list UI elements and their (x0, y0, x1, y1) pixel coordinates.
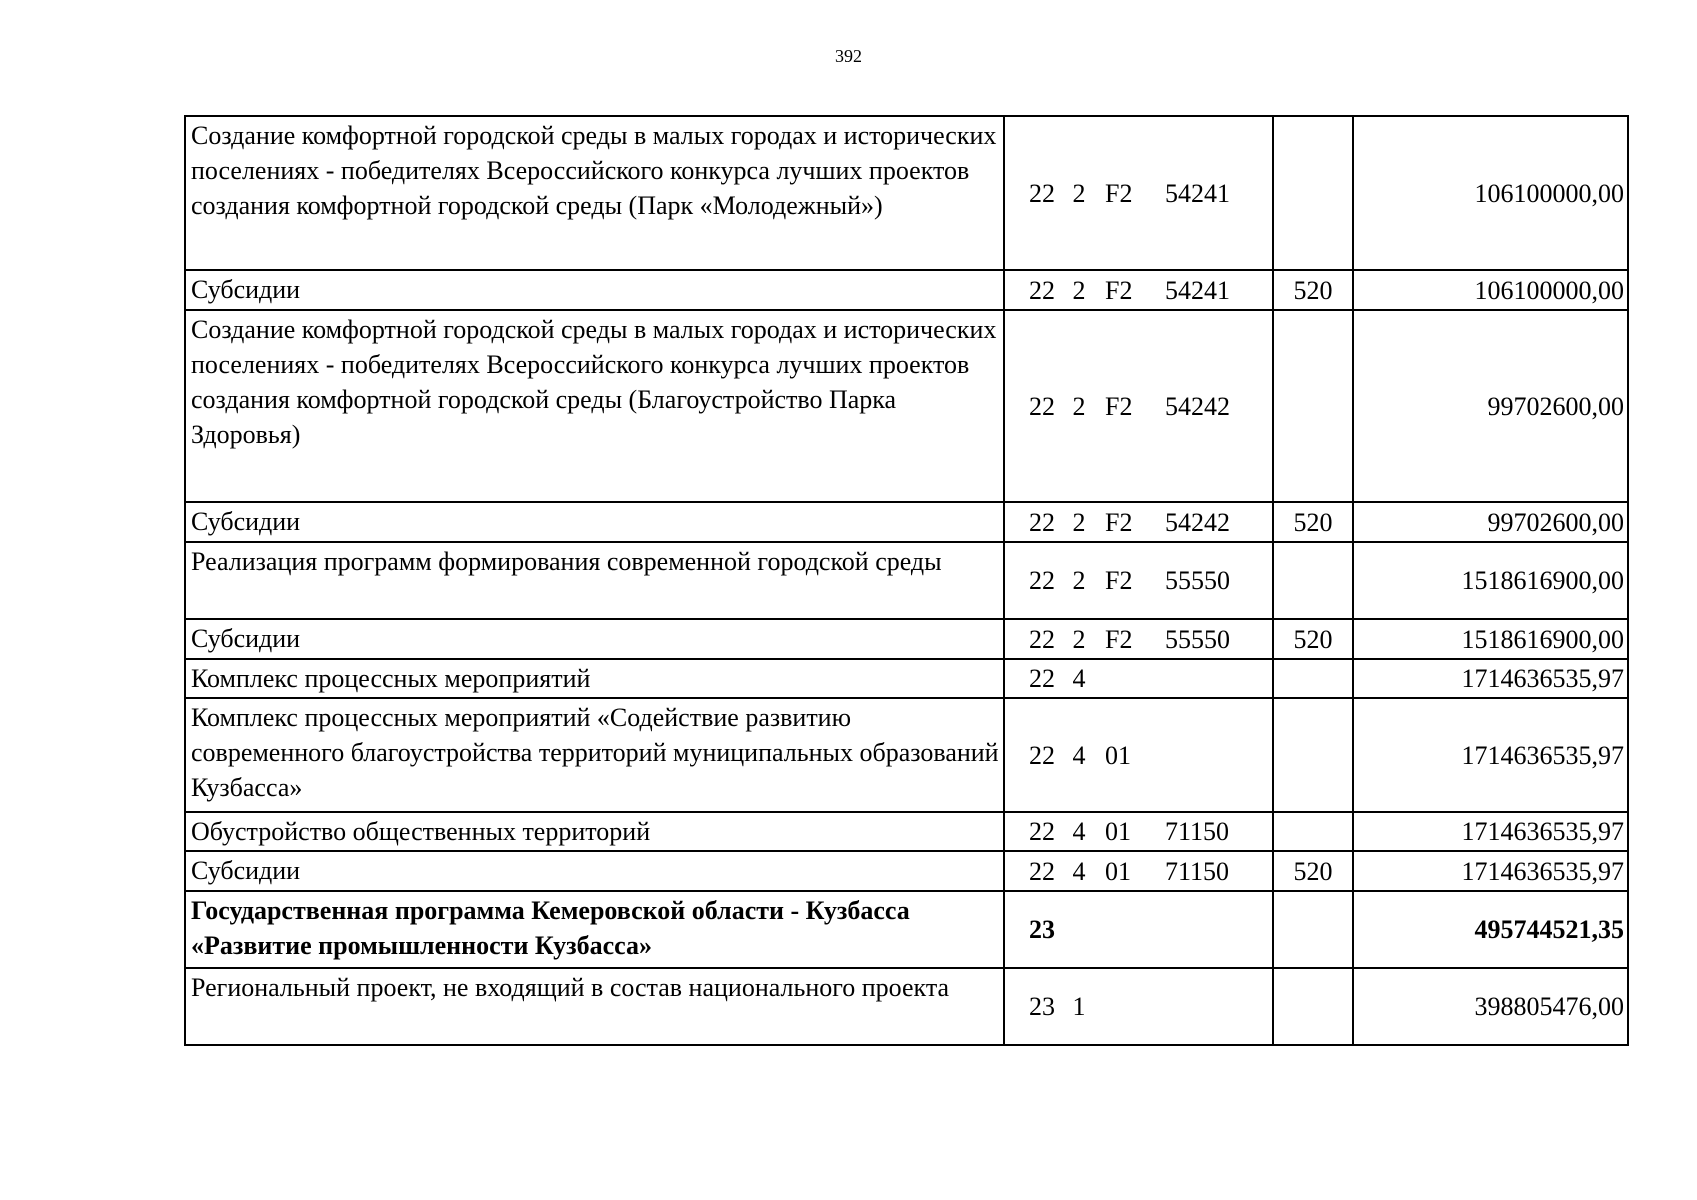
expense-type (1273, 812, 1353, 851)
row-name: Региональный проект, не входящий в состав национального проекта (185, 968, 1004, 1045)
table-row (185, 812, 1628, 851)
code-project: F2 (1105, 275, 1133, 305)
code-subprogram: 2 (1072, 624, 1086, 654)
code-program: 22 (1029, 391, 1055, 421)
amount: 1714636535,97 (1353, 812, 1628, 851)
code-project: 01 (1105, 856, 1131, 886)
expense-type (1273, 968, 1353, 1045)
row-codes (1004, 116, 1273, 270)
row-codes (1004, 698, 1273, 812)
code-program: 23 (1029, 915, 1055, 944)
row-name: Субсидии (185, 619, 1004, 659)
code-program: 22 (1029, 275, 1055, 305)
expense-type: 520 (1273, 851, 1353, 891)
amount: 1714636535,97 (1353, 659, 1628, 698)
code-program: 22 (1029, 740, 1055, 770)
code-subprogram: 4 (1072, 664, 1086, 693)
budget-table (184, 115, 1629, 1046)
row-name: Обустройство общественных территорий (185, 812, 1004, 851)
code-direction: 55550 (1165, 566, 1230, 595)
row-codes (1004, 659, 1273, 698)
row-name: Комплекс процессных мероприятий (185, 659, 1004, 698)
code-subprogram: 2 (1072, 178, 1086, 208)
amount: 1518616900,00 (1353, 542, 1628, 619)
amount: 1714636535,97 (1353, 851, 1628, 891)
row-name: Реализация программ формирования современной городской среды (185, 542, 1004, 619)
code-project: F2 (1105, 566, 1133, 595)
table-row (185, 502, 1628, 542)
row-name: Субсидии (185, 270, 1004, 310)
page-number: 392 (835, 46, 862, 66)
expense-type (1273, 659, 1353, 698)
row-codes (1004, 619, 1273, 659)
table-row (185, 851, 1628, 891)
code-subprogram: 1 (1072, 992, 1086, 1021)
code-program: 23 (1029, 992, 1055, 1021)
amount: 106100000,00 (1353, 116, 1628, 270)
code-subprogram: 4 (1072, 740, 1086, 770)
code-direction: 55550 (1165, 624, 1230, 654)
code-project: F2 (1105, 178, 1133, 208)
row-name: Создание комфортной городской среды в малых городах и исторических поселениях - победителях Всероссийского конкурса лучших проектов создания комфортной городской среды (Благоустройство Парка Здоровья) (185, 310, 1004, 502)
table-row (185, 659, 1628, 698)
row-codes (1004, 968, 1273, 1045)
row-name: Субсидии (185, 851, 1004, 891)
expense-type: 520 (1273, 502, 1353, 542)
code-project: F2 (1105, 391, 1133, 421)
code-project: 01 (1105, 817, 1131, 846)
row-codes (1004, 502, 1273, 542)
row-name: Комплекс процессных мероприятий «Содействие развитию современного благоустройства территорий муниципальных образований Кузбасса» (185, 698, 1004, 812)
code-program: 22 (1029, 507, 1055, 537)
code-subprogram: 2 (1072, 275, 1086, 305)
code-subprogram: 4 (1072, 817, 1086, 846)
table-row (185, 891, 1628, 968)
expense-type (1273, 698, 1353, 812)
code-program: 22 (1029, 664, 1055, 693)
code-direction: 54241 (1165, 275, 1230, 305)
table-row (185, 698, 1628, 812)
code-subprogram: 4 (1072, 856, 1086, 886)
code-program: 22 (1029, 817, 1055, 846)
code-direction: 54241 (1165, 178, 1230, 208)
row-codes (1004, 310, 1273, 502)
amount: 1518616900,00 (1353, 619, 1628, 659)
row-name: Создание комфортной городской среды в малых городах и исторических поселениях - победителях Всероссийского конкурса лучших проектов создания комфортной городской среды (Парк «Молодежный») (185, 116, 1004, 270)
table-row (185, 270, 1628, 310)
row-codes (1004, 542, 1273, 619)
table-row (185, 542, 1628, 619)
code-project: F2 (1105, 507, 1133, 537)
expense-type (1273, 542, 1353, 619)
amount: 106100000,00 (1353, 270, 1628, 310)
amount: 99702600,00 (1353, 502, 1628, 542)
table-row (185, 116, 1628, 270)
row-codes (1004, 891, 1273, 968)
code-direction: 71150 (1165, 856, 1230, 886)
table-row (185, 310, 1628, 502)
row-codes (1004, 851, 1273, 891)
row-name: Государственная программа Кемеровской области - Кузбасса «Развитие промышленности Кузбасса» (185, 891, 1004, 968)
amount: 99702600,00 (1353, 310, 1628, 502)
expense-type (1273, 116, 1353, 270)
code-direction: 54242 (1165, 391, 1230, 421)
code-program: 22 (1029, 856, 1055, 886)
expense-type: 520 (1273, 270, 1353, 310)
code-subprogram: 2 (1072, 391, 1086, 421)
row-codes (1004, 812, 1273, 851)
code-program: 22 (1029, 624, 1055, 654)
expense-type (1273, 310, 1353, 502)
table-row (185, 619, 1628, 659)
code-subprogram: 2 (1072, 507, 1086, 537)
amount: 398805476,00 (1353, 968, 1628, 1045)
amount: 495744521,35 (1353, 891, 1628, 968)
expense-type (1273, 891, 1353, 968)
code-project: 01 (1105, 740, 1131, 770)
code-program: 22 (1029, 178, 1055, 208)
code-program: 22 (1029, 566, 1055, 595)
code-direction: 54242 (1165, 507, 1230, 537)
code-direction: 71150 (1165, 817, 1230, 846)
expense-type: 520 (1273, 619, 1353, 659)
amount: 1714636535,97 (1353, 698, 1628, 812)
row-codes (1004, 270, 1273, 310)
row-name: Субсидии (185, 502, 1004, 542)
code-subprogram: 2 (1072, 566, 1086, 595)
code-project: F2 (1105, 624, 1133, 654)
table-row (185, 968, 1628, 1045)
